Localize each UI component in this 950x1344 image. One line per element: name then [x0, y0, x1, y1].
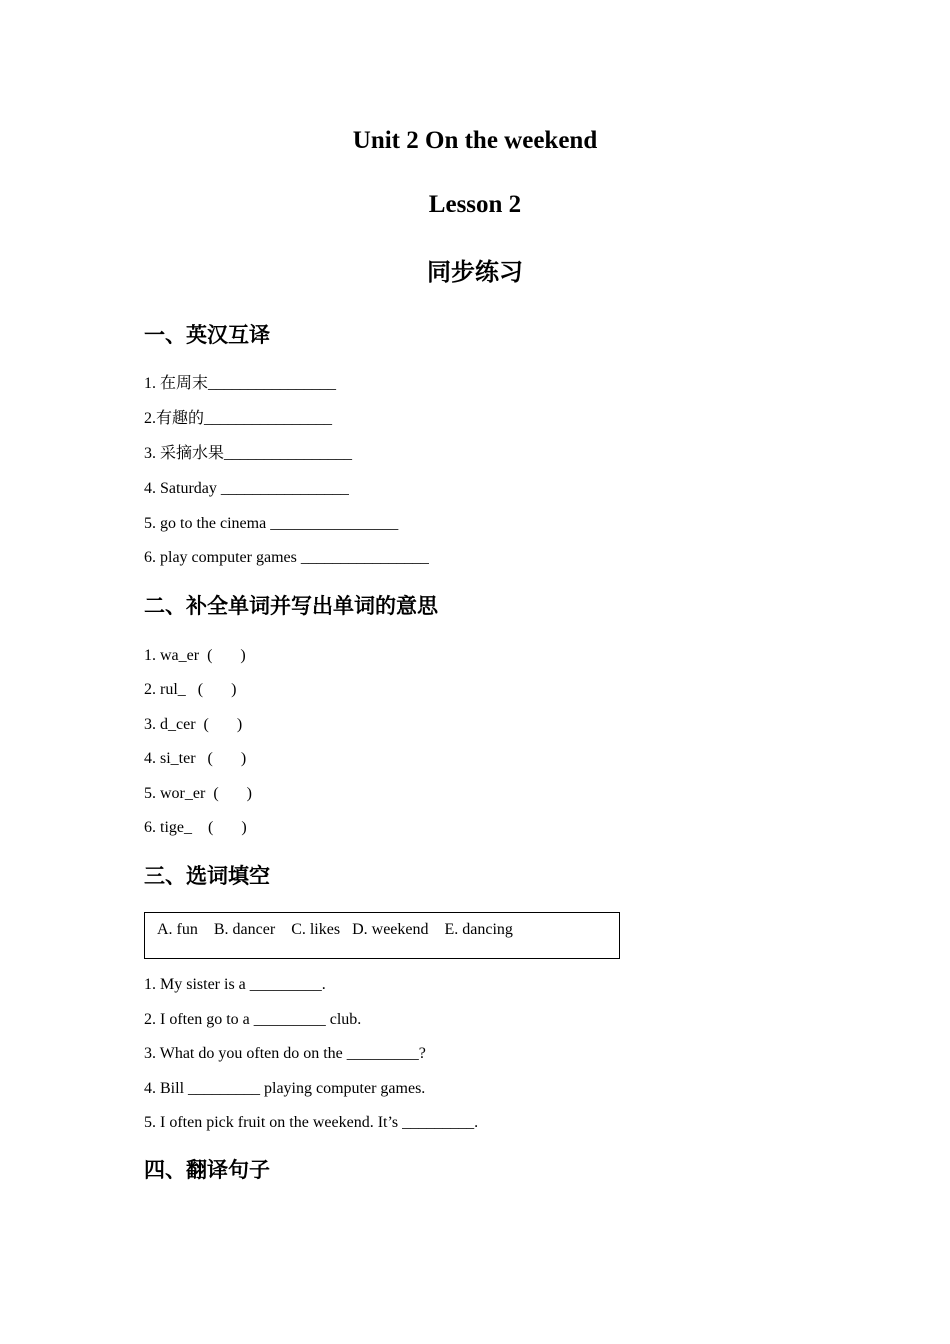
section-2-heading: 二、补全单词并写出单词的意思 [144, 594, 438, 618]
section-1-item-4: 4. Saturday ________________ [144, 480, 349, 497]
section-3-item-5: 5. I often pick fruit on the weekend. It’s _________. [144, 1114, 479, 1131]
section-1-item-2: 2.有趣的________________ [144, 410, 333, 427]
section-2-item-3: 3. d_cer ( ) [144, 716, 243, 733]
section-3-item-2: 2. I often go to a _________ club. [144, 1011, 362, 1028]
worksheet-subtitle: 同步练习 [427, 258, 523, 286]
section-3-item-1: 1. My sister is a _________. [144, 976, 326, 993]
section-1-heading: 一、英汉互译 [144, 323, 270, 347]
section-3-heading: 三、选词填空 [144, 864, 270, 888]
unit-title: Unit 2 On the weekend [352, 127, 598, 154]
section-2-item-4: 4. si_ter ( ) [144, 750, 247, 767]
section-2-item-5: 5. wor_er ( ) [144, 785, 252, 802]
section-3-item-3: 3. What do you often do on the _________? [144, 1045, 426, 1062]
section-4-heading: 四、翻译句子 [144, 1158, 270, 1182]
section-1-item-3: 3. 采摘水果________________ [144, 445, 353, 462]
section-2-item-1: 1. wa_er ( ) [144, 647, 246, 664]
section-1-item-6: 6. play computer games ________________ [144, 549, 429, 566]
section-1-item-1: 1. 在周末________________ [144, 375, 337, 392]
section-2-item-6: 6. tige_ ( ) [144, 819, 247, 836]
word-bank-box [144, 912, 620, 959]
section-1-item-5: 5. go to the cinema ________________ [144, 515, 399, 532]
section-2-item-2: 2. rul_ ( ) [144, 681, 237, 698]
lesson-title: Lesson 2 [428, 191, 522, 218]
word-bank-text: A. fun B. dancer C. likes D. weekend E. dancing [157, 921, 513, 938]
section-3-item-4: 4. Bill _________ playing computer games. [144, 1080, 426, 1097]
